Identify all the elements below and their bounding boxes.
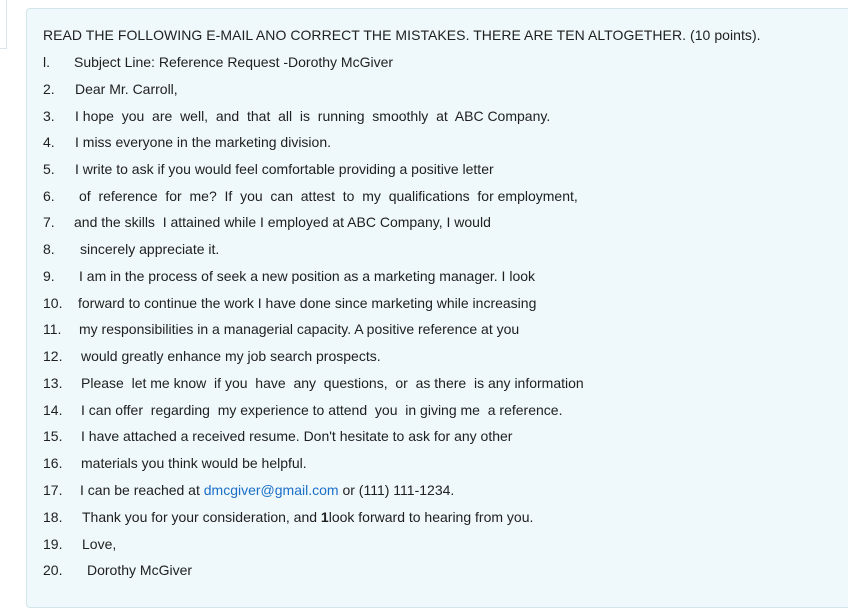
line-text: Subject Line: Reference Request -Dorothy McGiver (74, 54, 394, 70)
line-text: my responsibilities in a managerial capacity. A positive reference at you (79, 321, 520, 337)
line-number: 11. (43, 321, 62, 337)
line-number: 15. (43, 428, 63, 444)
line-text: I miss everyone in the marketing division. (75, 134, 331, 150)
line-text-after: or (111) 111-1234. (338, 482, 455, 498)
line-text: I hope you are well, and that all is running smoothly at ABC Company. (75, 108, 551, 124)
line-text: Dorothy McGiver (87, 562, 193, 578)
line-text: materials you think would be helpful. (81, 455, 307, 471)
line-text: of reference for me? If you can attest to my qualifications for employment, (79, 188, 578, 204)
line-text (82, 509, 533, 525)
line-text: sincerely appreciate it. (80, 241, 220, 257)
line-text: I can offer regarding my experience to attend you in giving me a reference. (81, 402, 563, 418)
line-text: Please let me know if you have any questions, or as there is any information (81, 375, 584, 391)
line-number: 10. (43, 295, 63, 311)
line-text: forward to continue the work I have done since marketing while increasing (78, 295, 537, 311)
adjacent-panel-edge (0, 0, 7, 49)
line-text: Dear Mr. Carroll, (75, 81, 178, 97)
line-number: 13. (43, 375, 63, 391)
line-number: 7. (43, 214, 55, 230)
line-text-before: I can be reached at (80, 482, 204, 498)
line-text: Love, (82, 536, 117, 552)
email-link[interactable]: dmcgiver@gmail.com (203, 482, 339, 498)
line-number: 20. (43, 562, 63, 578)
line-number: 3. (43, 108, 55, 124)
line-number: 12. (43, 348, 63, 364)
line-number: 14. (43, 402, 63, 418)
line-text: would greatly enhance my job search prospects. (81, 348, 381, 364)
line-text-before: Thank you for your consideration, and (82, 509, 321, 525)
line-text (80, 482, 454, 498)
exercise-instructions: READ THE FOLLOWING E-MAIL ANO CORRECT THE MISTAKES. THERE ARE TEN ALTOGETHER. (10 points). (43, 27, 761, 43)
line-text: I have attached a received resume. Don't hesitate to ask for any other (81, 428, 513, 444)
line-number: 8. (43, 241, 55, 257)
line-text: and the skills I attained while I employed at ABC Company, I would (74, 214, 491, 230)
line-number: l. (43, 54, 50, 70)
line-number: 4. (43, 134, 55, 150)
line-number: 16. (43, 455, 63, 471)
line-number: 19. (43, 536, 63, 552)
line-number: 17. (43, 482, 63, 498)
line-number: 5. (43, 161, 55, 177)
bold-digit: 1 (320, 509, 329, 525)
line-number: 6. (43, 188, 55, 204)
line-number: 9. (43, 268, 55, 284)
line-text: I write to ask if you would feel comfortable providing a positive letter (75, 161, 494, 177)
line-number: 2. (43, 81, 55, 97)
line-number: 18. (43, 509, 63, 525)
line-text-after: look forward to hearing from you. (328, 509, 534, 525)
line-text: I am in the process of seek a new position as a marketing manager. I look (79, 268, 536, 284)
